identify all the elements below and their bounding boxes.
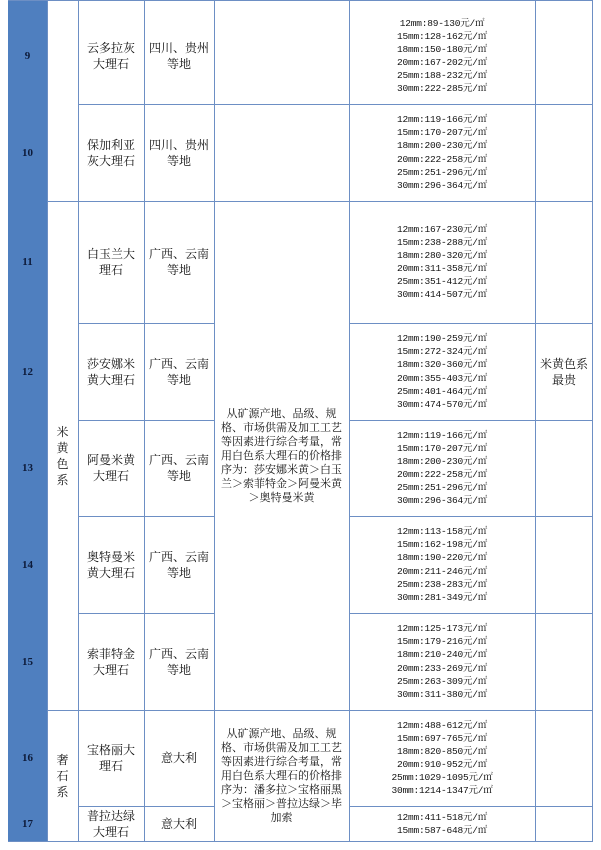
row-number: 17 [8,806,47,842]
stone-name: 保加利亚灰大理石 [86,137,135,168]
stone-name: 白玉兰大理石 [86,247,135,277]
price-line: 15mm:162-198元/㎡ [396,539,488,551]
price-line: 30mm:311-380元/㎡ [396,688,488,700]
number-column-top [8,0,47,8]
price-table [8,8,593,842]
stone-name: 云多拉灰大理石 [86,41,135,71]
price-line: 15mm:587-648元/㎡ [396,825,488,836]
grid-line [349,613,593,614]
note-beige: 米黄色系最贵 [539,356,588,387]
grid-line [349,104,593,105]
price-list [349,8,535,104]
row-number: 15 [8,613,47,710]
row-number: 10 [8,104,47,201]
price-line: 12mm:113-158元/㎡ [396,526,488,538]
stone-origin: 广西、云南等地 [148,646,209,677]
price-list [349,104,535,201]
price-line: 18mm:280-320元/㎡ [396,249,488,261]
price-ranking-beige: 从矿源产地、品级、规格、市场供需及加工工艺等因素进行综合考量，常用白色系大理石的价格排序为：莎安娜米黄＞白玉兰＞索菲特金＞阿曼米黄＞奥特曼米黄 [221,406,342,504]
price-line: 18mm:200-230元/㎡ [396,455,488,467]
price-line: 18mm:200-230元/㎡ [396,140,488,152]
price-line: 25mm:1029-1095元/㎡ [391,772,493,784]
price-line: 30mm:281-349元/㎡ [396,591,488,603]
price-line: 18mm:820-850元/㎡ [396,745,488,757]
price-list [349,613,535,710]
price-line: 25mm:251-296元/㎡ [396,482,488,494]
price-list [349,420,535,516]
price-line: 20mm:167-202元/㎡ [396,57,488,68]
price-list [349,806,535,842]
stone-origin: 意大利 [160,817,197,831]
stone-name: 奥特曼米黄大理石 [86,549,135,580]
price-line: 25mm:251-296元/㎡ [396,166,488,178]
price-line: 20mm:910-952元/㎡ [396,759,488,770]
price-line: 12mm:488-612元/㎡ [396,719,488,731]
stone-origin: 广西、云南等地 [148,356,209,387]
category-beige: 米黄色系 [56,424,69,487]
grid-line [78,420,214,421]
price-line: 15mm:179-216元/㎡ [396,636,488,648]
price-line: 12mm:411-518元/㎡ [396,811,488,823]
price-list [349,710,535,806]
grid-line [78,806,214,807]
row-number: 12 [8,323,47,420]
price-line: 12mm:119-166元/㎡ [396,429,488,441]
stone-origin: 广西、云南等地 [148,247,209,277]
price-ranking-luxury: 从矿源产地、品级、规格、市场供需及加工工艺等因素进行综合考量，常用白色系大理石的价格排序为：潘多拉＞宝格丽黑＞宝格丽＞普拉达绿＞毕加索 [221,727,342,824]
price-line: 12mm:125-173元/㎡ [396,623,488,635]
price-line: 25mm:188-232元/㎡ [396,70,488,82]
row-number: 14 [8,516,47,613]
price-line: 30mm:296-364元/㎡ [396,495,488,507]
stone-name: 莎安娜米黄大理石 [86,356,135,387]
stone-origin: 广西、云南等地 [148,549,209,580]
price-line: 25mm:263-309元/㎡ [396,675,488,687]
grid-line [8,0,593,1]
stone-name: 阿曼米黄大理石 [86,453,135,483]
price-line: 12mm:190-259元/㎡ [396,333,488,345]
grid-line [349,323,593,324]
grid-line [349,420,593,421]
price-line: 15mm:128-162元/㎡ [396,30,488,42]
grid-line [349,0,350,842]
stone-origin: 广西、云南等地 [148,453,209,483]
stone-origin: 四川、贵州等地 [148,137,209,168]
stone-name: 普拉达绿大理石 [86,809,135,839]
grid-line [349,806,593,807]
row-number: 16 [8,710,47,806]
stone-origin: 四川、贵州等地 [148,41,209,71]
price-line: 15mm:697-765元/㎡ [396,732,488,744]
grid-line [47,201,593,202]
price-line: 18mm:150-180元/㎡ [396,43,488,55]
grid-line [78,613,214,614]
price-line: 15mm:170-207元/㎡ [396,127,488,139]
grid-line [47,710,593,711]
price-line: 12mm:167-230元/㎡ [396,223,488,235]
price-line: 12mm:89-130元/㎡ [399,17,485,29]
price-list [349,201,535,323]
price-list [349,516,535,613]
grid-line [214,0,215,842]
price-line: 25mm:351-412元/㎡ [396,276,488,288]
price-list [349,323,535,420]
price-line: 20mm:222-258元/㎡ [396,469,488,480]
grid-line [592,0,593,842]
price-line: 18mm:190-220元/㎡ [396,552,488,564]
price-line: 15mm:238-288元/㎡ [396,236,488,248]
price-line: 30mm:474-570元/㎡ [396,398,488,410]
stone-name: 索菲特金大理石 [86,646,135,677]
price-line: 30mm:414-507元/㎡ [396,289,488,301]
price-line: 20mm:233-269元/㎡ [396,662,488,674]
price-line: 18mm:210-240元/㎡ [396,649,488,661]
price-line: 20mm:311-358元/㎡ [396,263,488,274]
price-line: 12mm:119-166元/㎡ [396,114,488,126]
grid-line [78,323,214,324]
price-line: 25mm:401-464元/㎡ [396,385,488,397]
price-line: 30mm:296-364元/㎡ [396,179,488,191]
price-line: 18mm:320-360元/㎡ [396,359,488,371]
category-luxury: 奢石系 [56,753,69,799]
grid-line [78,516,214,517]
price-line: 20mm:211-246元/㎡ [396,565,488,577]
grid-line [144,0,145,842]
grid-line [78,0,79,842]
price-line: 20mm:222-258元/㎡ [396,153,488,165]
price-line: 15mm:272-324元/㎡ [396,346,488,358]
price-line: 20mm:355-403元/㎡ [396,372,488,384]
row-number: 11 [8,201,47,323]
stone-origin: 意大利 [160,751,197,765]
grid-line [535,0,536,842]
price-line: 15mm:170-207元/㎡ [396,442,488,454]
grid-line [349,516,593,517]
row-number: 9 [8,8,47,104]
grid-line [8,841,593,842]
grid-line [47,0,48,842]
row-number: 13 [8,420,47,516]
price-line: 30mm:222-285元/㎡ [396,83,488,95]
stone-name: 宝格丽大理石 [86,743,135,773]
price-line: 25mm:238-283元/㎡ [396,578,488,590]
price-line: 30mm:1214-1347元/㎡ [391,785,493,797]
